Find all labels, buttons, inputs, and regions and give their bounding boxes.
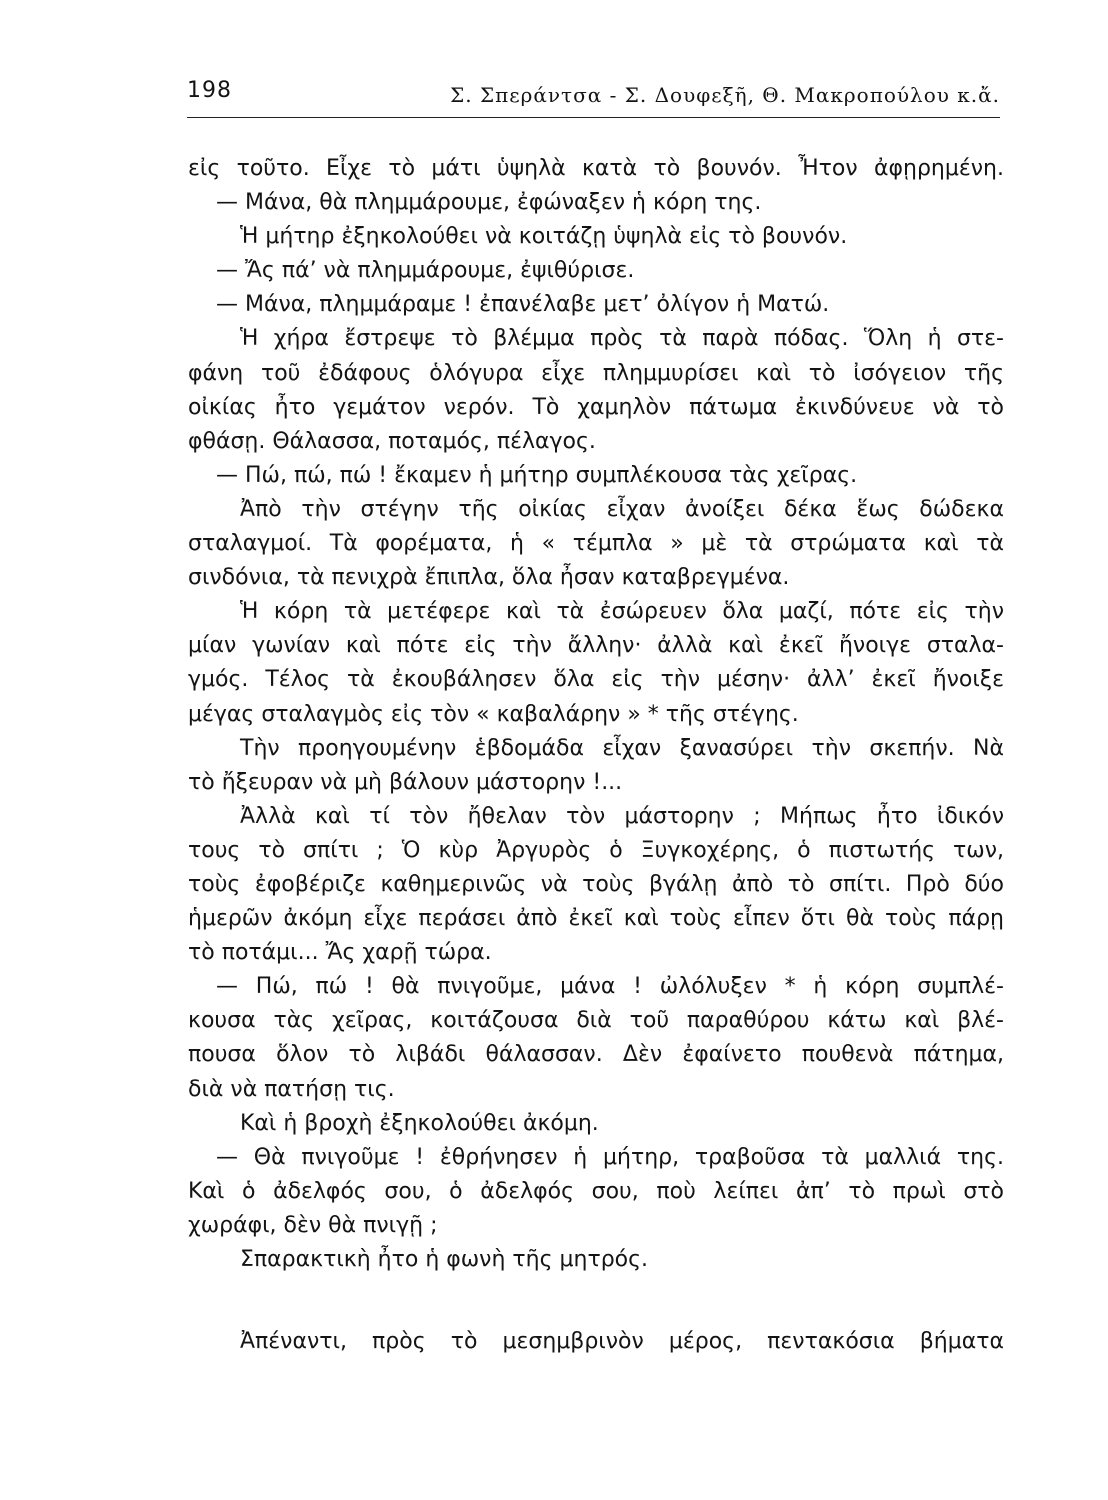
section-break	[188, 1277, 1004, 1325]
text-line: Ἀλλὰ καὶ τί τὸν ἤθελαν τὸν μάστορην ; Μήπως ἦτο ἰδικόν	[240, 803, 1004, 829]
text-line: οἰκίας ἦτο γεμάτον νερόν. Τὸ χαμηλὸν πάτωμα ἐκινδύνευε νὰ τὸ	[188, 394, 1004, 420]
text-line: εἰς τοῦτο. Εἶχε τὸ μάτι ὑψηλὰ κατὰ τὸ βουνόν. Ἦτον ἀφῃρημένη.	[188, 156, 1004, 181]
text-line: πουσα ὅλον τὸ λιβάδι θάλασσαν. Δὲν ἐφαίνετο πουθενὰ πάτημα,	[188, 1042, 1004, 1068]
text-line: Ἀπὸ τὴν στέγην τῆς οἰκίας εἶχαν ἀνοίξει δέκα ἕως δώδεκα	[240, 496, 1004, 522]
text-line: Ἀπέναντι, πρὸς τὸ μεσημβρινὸν μέρος, πεντακόσια βήματα	[240, 1329, 1004, 1355]
text-line: — Θὰ πνιγοῦμε ! ἐθρήνησεν ἡ μήτηρ, τραβοῦσα τὰ μαλλιά της.	[216, 1144, 1004, 1170]
text-line: κουσα τὰς χεῖρας, κοιτάζουσα διὰ τοῦ παραθύρου κάτω καὶ βλέ-	[188, 1008, 1004, 1034]
page-number: 198	[187, 78, 232, 103]
text-line: τοὺς ἐφοβέριζε καθημερινῶς νὰ τοὺς βγάλῃ ἀπὸ τὸ σπίτι. Πρὸ δύο	[188, 871, 1004, 897]
text-line: — Μάνα, θὰ πλημμάρουμε, ἐφώναξεν ἡ κόρη της.	[216, 190, 762, 216]
page-header	[187, 78, 1000, 118]
text-line: χωράφι, δὲν θὰ πνιγῇ ;	[188, 1212, 438, 1238]
text-line: — Ἄς πά’ νὰ πλημμάρουμε, ἐψιθύρισε.	[216, 258, 635, 284]
text-line: φάνη τοῦ ἐδάφους ὁλόγυρα εἶχε πλημμυρίσει καὶ τὸ ἰσόγειον τῆς	[188, 360, 1004, 386]
text-line: Καὶ ὁ ἀδελφός σου, ὁ ἀδελφός σου, ποὺ λείπει ἀπ’ τὸ πρωὶ στὸ	[188, 1178, 1004, 1204]
text-line: — Πώ, πώ, πώ ! ἔκαμεν ἡ μήτηρ συμπλέκουσα τὰς χεῖρας.	[216, 462, 858, 488]
text-line: Τὴν προηγουμένην ἑβδομάδα εἶχαν ξανασύρει τὴν σκεπήν. Νὰ	[240, 735, 1004, 761]
text-line: μίαν γωνίαν καὶ πότε εἰς τὴν ἄλλην· ἀλλὰ καὶ ἐκεῖ ἤνοιγε σταλα-	[188, 633, 1004, 659]
text-line: — Μάνα, πλημμάραμε ! ἐπανέλαβε μετ’ ὀλίγον ἡ Ματώ.	[216, 292, 830, 318]
header-rule	[187, 117, 1000, 118]
text-line: Σπαρακτικὴ ἦτο ἡ φωνὴ τῆς μητρός.	[240, 1247, 649, 1272]
text-line: τὸ ἤξευραν νὰ μὴ βάλουν μάστορην !...	[188, 769, 623, 795]
text-line: τους τὸ σπίτι ; Ὁ κὺρ Ἀργυρὸς ὁ Ξυγκοχέρης, ὁ πιστωτής των,	[188, 837, 1004, 863]
text-line: σταλαγμοί. Τὰ φορέματα, ἡ « τέμπλα » μὲ τὰ στρώματα καὶ τὰ	[188, 531, 1004, 557]
text-line: ἡμερῶν ἀκόμη εἶχε περάσει ἀπὸ ἐκεῖ καὶ τοὺς εἶπεν ὅτι θὰ τοὺς πάρῃ	[188, 906, 1004, 932]
running-head: Σ. Σπεράντσα - Σ. Δουφεξῆ, Θ. Μακροπούλου κ.ἄ.	[450, 83, 1000, 107]
text-line: — Πώ, πώ ! θὰ πνιγοῦμε, μάνα ! ὠλόλυξεν * ἡ κόρη συμπλέ-	[216, 974, 1004, 1000]
text-line: Ἡ χήρα ἔστρεψε τὸ βλέμμα πρὸς τὰ παρὰ πόδας. Ὅλη ἡ στε-	[240, 326, 1004, 352]
text-line: τὸ ποτάμι... Ἄς χαρῇ τώρα.	[188, 940, 492, 966]
text-line: σινδόνια, τὰ πενιχρὰ ἔπιπλα, ὅλα ἦσαν καταβρεγμένα.	[188, 565, 790, 591]
text-line: Καὶ ἡ βροχὴ ἐξηκολούθει ἀκόμη.	[240, 1110, 599, 1136]
text-line: μέγας σταλαγμὸς εἰς τὸν « καβαλάρην » * τῆς στέγης.	[188, 701, 799, 727]
text-line: γμός. Τέλος τὰ ἐκουβάλησεν ὅλα εἰς τὴν μέσην· ἀλλ’ ἐκεῖ ἤνοιξε	[188, 667, 1004, 693]
text-line: φθάσῃ. Θάλασσα, ποταμός, πέλαγος.	[188, 428, 596, 454]
text-line: Ἡ μήτηρ ἐξηκολούθει νὰ κοιτάζῃ ὑψηλὰ εἰς τὸ βουνόν.	[240, 224, 848, 250]
text-line: διὰ νὰ πατήσῃ τις.	[188, 1076, 395, 1102]
body-text	[188, 152, 1004, 1359]
text-line: Ἡ κόρη τὰ μετέφερε καὶ τὰ ἐσώρευεν ὅλα μαζί, πότε εἰς τὴν	[240, 599, 1004, 625]
